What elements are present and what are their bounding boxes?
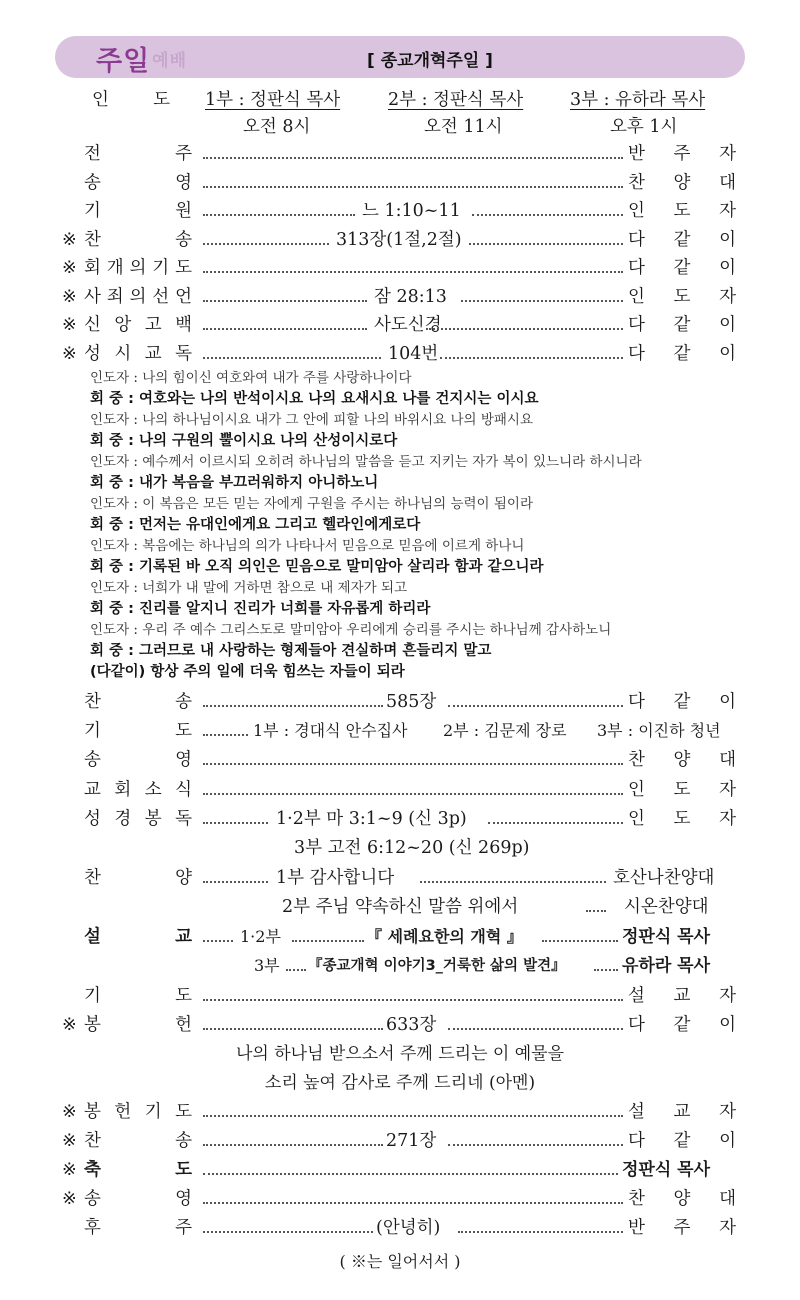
stand-mark: ※ [62, 1160, 77, 1180]
stand-mark: ※ [62, 343, 77, 364]
leader-line: 인도자 : 이 복음은 모든 믿는 자에게 구원을 주시는 하나님의 능력이 됨이라 [90, 496, 533, 512]
lead-time-1: 오전 8시 [243, 117, 311, 137]
leader-line: 인도자 : 너희가 내 말에 거하면 참으로 내 제자가 되고 [90, 580, 408, 596]
leader-dots [420, 881, 606, 883]
item-right: 인 도 자 [628, 809, 736, 829]
item-name: 찬 양 [84, 868, 192, 888]
prayer-1: 1부 : 경대식 안수집사 [253, 721, 408, 740]
preacher-1: 정판식 목사 [622, 927, 711, 947]
item-name: 후 주 [84, 1218, 192, 1238]
reading-text: 너희가 내 말에 거하면 참으로 내 제자가 되고 [142, 580, 408, 596]
reading-text: 우리 주 예수 그리스도로 말미암아 우리에게 승리를 주시는 하나님께 감사하노니 [142, 622, 612, 638]
choir-2: 시온찬양대 [624, 897, 709, 917]
speaker: 회 중 [90, 559, 124, 575]
order-item [0, 197, 800, 225]
item-hymn [0, 688, 800, 716]
item-right: 인 도 자 [628, 286, 736, 307]
offering-lyric-2: 소리 높여 감사로 주께 드리네 (아멘) [264, 1073, 536, 1093]
item-name: 찬 송 [84, 1131, 192, 1151]
logo-main: 주일 [96, 45, 151, 77]
leader-dots [203, 763, 623, 765]
item-center: 271장 [386, 1131, 437, 1151]
leader-dots [440, 357, 623, 359]
item-right: 다 같 이 [628, 229, 736, 250]
leader-dots [461, 300, 624, 302]
speaker: 회 중 [90, 643, 124, 659]
item-name: 회 개 의 기 도 [84, 258, 192, 278]
leader-dots [203, 999, 623, 1001]
item-doxology [0, 746, 800, 774]
item-hymn2 [0, 1127, 800, 1155]
item-name: 성 시 교 독 [84, 343, 192, 364]
item-name: 기 도 [84, 721, 192, 741]
item-name: 송 영 [84, 1189, 192, 1209]
congregation-line: 회 중 : 내가 복음을 부끄러워하지 아니하노니 [90, 475, 379, 491]
leader-dots [203, 940, 233, 942]
stand-mark: ※ [62, 286, 77, 307]
leader-dots [426, 328, 623, 330]
stand-mark: ※ [62, 1102, 77, 1122]
item-doxology2 [0, 1185, 800, 1213]
item-name: 사 죄 의 선 언 [84, 286, 192, 307]
stand-mark: ※ [62, 1189, 77, 1209]
leader-dots [292, 940, 364, 942]
stand-mark: ※ [62, 315, 77, 335]
item-name: 송 영 [84, 172, 192, 193]
leader-line: 인도자 : 나의 하나님이시요 내가 그 안에 피할 나의 바위시요 나의 방패시요 [90, 412, 533, 428]
item-right: 설 교 자 [628, 986, 736, 1006]
reading-text: 이 복음은 모든 믿는 자에게 구원을 주시는 하나님의 능력이 됨이라 [142, 496, 533, 512]
item-offering-prayer [0, 1098, 800, 1126]
leader-dots [203, 1202, 623, 1204]
speaker: 회 중 [90, 391, 124, 407]
reading-text: 복음에는 하나님의 의가 나타나서 믿음으로 믿음에 이르게 하나니 [142, 538, 525, 554]
item-name: 봉 헌 기 도 [84, 1102, 192, 1122]
lead-time-3: 오후 1시 [610, 117, 678, 137]
sermon-title-2: 『종교개혁 이야기3_거룩한 삶의 발견』 [308, 958, 566, 974]
congregation-line: 회 중 : 그러므로 내 사랑하는 형제들아 견실하며 흔들리지 말고 [90, 643, 492, 659]
reading-text: 예수께서 이르시되 오히려 하나님의 말씀을 듣고 지키는 자가 복이 있느니라 하시니라 [142, 454, 642, 470]
item-name: 찬 송 [84, 692, 192, 712]
prayer-3: 3부 : 이진하 청년 [597, 721, 721, 740]
item-right: 반 주 자 [628, 144, 736, 164]
speaker: 인도자 [90, 622, 130, 638]
speaker: 인도자 [90, 454, 130, 470]
leader-dots [203, 705, 383, 707]
congregation-line: 회 중 : 나의 구원의 뿔이시요 나의 산성이시로다 [90, 433, 398, 449]
leader-dots [203, 822, 268, 824]
item-center: 633장 [386, 1015, 437, 1035]
reading-text: 그러므로 내 사랑하는 형제들아 견실하며 흔들리지 말고 [138, 643, 492, 659]
item-center: 사도신경 [374, 315, 442, 335]
item-right: 찬 양 대 [628, 1189, 736, 1209]
leader-dots [448, 1144, 623, 1146]
item-prayer [0, 717, 800, 745]
order-item [0, 254, 800, 282]
item-postlude [0, 1214, 800, 1242]
stand-mark: ※ [62, 1131, 77, 1151]
leader-dots [586, 910, 606, 912]
order-item [0, 311, 800, 339]
item-right: 다 같 이 [628, 315, 736, 335]
item-right: 다 같 이 [628, 258, 736, 278]
leader-dots [542, 940, 618, 942]
leader-dots [203, 300, 367, 302]
order-item [0, 140, 800, 168]
item-name: 기 도 [84, 986, 192, 1006]
leader-line: 인도자 : 복음에는 하나님의 의가 나타나서 믿음으로 믿음에 이르게 하나니 [90, 538, 525, 554]
lead-row [0, 86, 800, 114]
reading-text: 나의 힘이신 여호와여 내가 주를 사랑하나이다 [142, 370, 412, 386]
speaker: 인도자 [90, 538, 130, 554]
leader-line: 인도자 : 우리 주 예수 그리스도로 말미암아 우리에게 승리를 주시는 하나님께 감사하노니 [90, 622, 612, 638]
speaker: 인도자 [90, 496, 130, 512]
leader-dots [286, 969, 306, 971]
item-name: 교 회 소 식 [84, 780, 192, 800]
reading-text: 진리를 알지니 진리가 너희를 자유롭게 하리라 [138, 601, 431, 617]
leader-dots [203, 793, 623, 795]
item-reading-line2 [0, 834, 800, 862]
leader-dots [203, 214, 355, 216]
item-anthem [0, 864, 800, 892]
prayer-2: 2부 : 김문제 장로 [443, 721, 567, 740]
order-item [0, 283, 800, 311]
item-right: 다 같 이 [628, 692, 736, 712]
item-prayer2 [0, 982, 800, 1010]
anthem-2: 2부 주님 약속하신 말씀 위에서 [282, 897, 519, 917]
lead-times-row [0, 113, 800, 141]
leader-dots [203, 1231, 373, 1233]
item-sermon-line2 [0, 952, 800, 980]
leader-dots [203, 1028, 383, 1030]
item-right: 다 같 이 [628, 1015, 736, 1035]
item-right: 찬 양 대 [628, 172, 736, 193]
order-item [0, 340, 800, 368]
leader-dots [203, 1144, 383, 1146]
leader-dots [203, 328, 367, 330]
speaker: 회 중 [90, 517, 124, 533]
leader-line: 인도자 : 나의 힘이신 여호와여 내가 주를 사랑하나이다 [90, 370, 412, 386]
stand-mark: ※ [62, 229, 77, 250]
logo-sub: 예배 [152, 50, 188, 71]
leader-dots [203, 1115, 623, 1117]
speaker: 인도자 [90, 412, 130, 428]
item-offering [0, 1011, 800, 1039]
reading-text: 기록된 바 오직 의인은 믿음으로 말미암아 살리라 함과 같으니라 [138, 559, 544, 575]
item-right: 설 교 자 [628, 1102, 736, 1122]
stand-mark: ※ [62, 258, 77, 278]
leader-dots [469, 243, 624, 245]
leader-dots [458, 1231, 623, 1233]
item-name: 송 영 [84, 750, 192, 770]
footnote: ( ※는 일어서서 ) [339, 1252, 461, 1271]
lead-time-2: 오전 11시 [424, 117, 503, 137]
speaker: 회 중 [90, 433, 124, 449]
item-name: 축 도 [84, 1160, 192, 1180]
choir-1: 호산나찬양대 [613, 868, 715, 888]
item-center: 313장(1절,2절) [336, 229, 462, 250]
offering-lyric-1: 나의 하나님 받으소서 주께 드리는 이 예물을 [235, 1044, 565, 1064]
sermon-title-1: 『 세례요한의 개혁 』 [366, 927, 523, 946]
congregation-line: 회 중 : 기록된 바 오직 의인은 믿음으로 말미암아 살리라 함과 같으니라 [90, 559, 544, 575]
item-right: 다 같 이 [628, 1131, 736, 1151]
leader-dots [448, 705, 623, 707]
item-center: (안녕히) [376, 1218, 441, 1238]
reading-text: 먼저는 유대인에게요 그리고 헬라인에게로다 [138, 517, 421, 533]
leader-dots [203, 734, 248, 736]
item-right: 정판식 목사 [622, 1160, 711, 1180]
sermon-part-1: 1·2부 [240, 927, 281, 946]
item-name: 전 주 [84, 144, 192, 164]
item-center: 1·2부 마 3:1~9 (신 3p) [276, 809, 467, 829]
order-item [0, 226, 800, 254]
order-item [0, 169, 800, 197]
item-right: 인 도 자 [628, 201, 736, 221]
worship-logo [96, 36, 187, 80]
item-name: 설 교 [84, 927, 192, 947]
leader-line: 인도자 : 예수께서 이르시되 오히려 하나님의 말씀을 듣고 지키는 자가 복이 있느니라 하시니라 [90, 454, 642, 470]
leader-dots [594, 969, 618, 971]
reading-text: 내가 복음을 부끄러워하지 아니하노니 [138, 475, 379, 491]
item-center: 585장 [386, 692, 437, 712]
item-name: 신 앙 고 백 [84, 315, 192, 335]
leader-dots [203, 243, 329, 245]
page-title: [ 종교개혁주일 ] [367, 50, 493, 71]
item-center: 느 1:10~11 [362, 201, 461, 221]
item-anthem-line2 [0, 893, 800, 921]
item-right: 반 주 자 [628, 1218, 736, 1238]
item-name: 찬 송 [84, 229, 192, 250]
reading-3: 3부 고전 6:12~20 (신 269p) [294, 838, 530, 858]
leader-dots [203, 881, 268, 883]
leader-dots [203, 157, 623, 159]
leader-dots [203, 186, 623, 188]
lead-service-2: 2부 : 정판식 목사 [388, 90, 524, 110]
item-right: 찬 양 대 [628, 750, 736, 770]
speaker: 회 중 [90, 475, 124, 491]
leader-dots [203, 357, 381, 359]
leader-dots [472, 214, 624, 216]
reading-text: 나의 하나님이시요 내가 그 안에 피할 나의 바위시요 나의 방패시요 [142, 412, 533, 428]
preacher-2: 유하라 목사 [622, 956, 711, 976]
speaker: 인도자 [90, 580, 130, 596]
anthem-1: 1부 감사합니다 [276, 868, 395, 888]
stand-mark: ※ [62, 1015, 77, 1035]
speaker: 회 중 [90, 601, 124, 617]
congregation-line: 회 중 : 먼저는 유대인에게요 그리고 헬라인에게로다 [90, 517, 421, 533]
sermon-part-2: 3부 [254, 956, 280, 975]
leader-dots [448, 1028, 623, 1030]
item-right: 다 같 이 [628, 343, 736, 364]
lead-service-1: 1부 : 정판식 목사 [205, 90, 341, 110]
item-sermon [0, 923, 800, 951]
reading-text: 여호와는 나의 반석이시요 나의 요새시요 나를 건지시는 이시요 [138, 391, 539, 407]
reading-text: 나의 구원의 뿔이시요 나의 산성이시로다 [138, 433, 398, 449]
item-benediction [0, 1156, 800, 1184]
leader-dots [203, 1173, 618, 1175]
lead-service-3: 3부 : 유하라 목사 [570, 90, 706, 110]
congregation-line: 회 중 : 여호와는 나의 반석이시요 나의 요새시요 나를 건지시는 이시요 [90, 391, 539, 407]
congregation-line: 회 중 : 진리를 알지니 진리가 너희를 자유롭게 하리라 [90, 601, 431, 617]
lead-label: 인 도 [92, 90, 170, 110]
item-name: 기 원 [84, 201, 192, 221]
item-name: 성 경 봉 독 [84, 809, 192, 829]
leader-dots [203, 271, 623, 273]
leader-dots [488, 822, 623, 824]
speaker: 인도자 [90, 370, 130, 386]
item-center: 잠 28:13 [374, 286, 447, 307]
item-reading [0, 805, 800, 833]
responsive-all: (다같이) 항상 주의 일에 더욱 힘쓰는 자들이 되라 [90, 664, 405, 680]
item-news [0, 776, 800, 804]
item-name: 봉 헌 [84, 1015, 192, 1035]
item-right: 인 도 자 [628, 780, 736, 800]
item-center: 104번 [388, 343, 439, 364]
